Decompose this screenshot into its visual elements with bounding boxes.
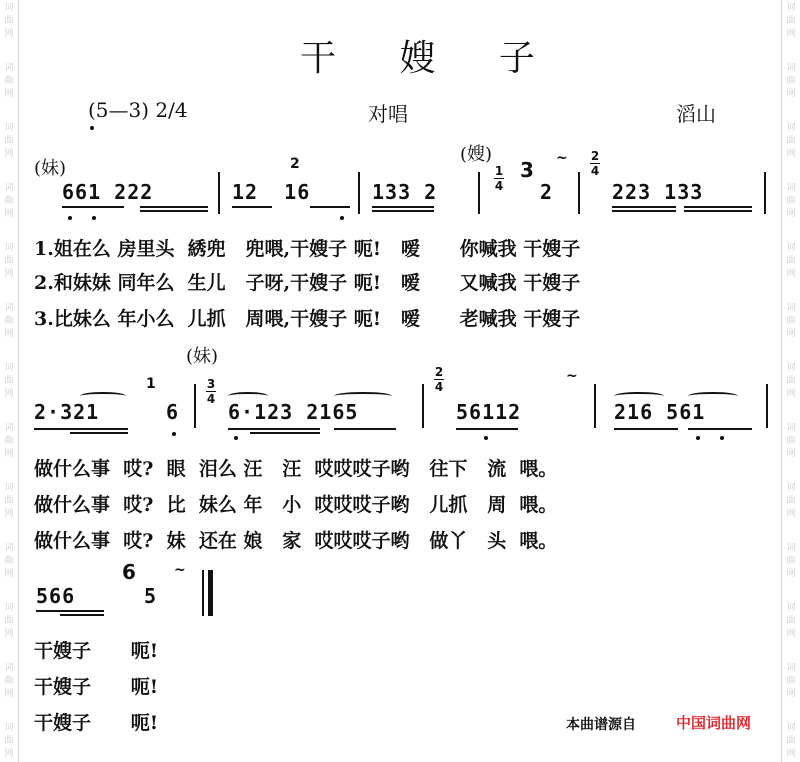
watermark-char: 曲: [4, 136, 14, 146]
beam: [36, 610, 104, 612]
grace-note: 2: [290, 156, 300, 172]
octave-dot: [234, 436, 238, 440]
watermark-char: 网: [4, 569, 14, 579]
watermark-char: 曲: [4, 616, 14, 626]
barline: [764, 172, 766, 214]
watermark-char: 网: [786, 329, 796, 339]
watermark-char: 网: [786, 29, 796, 39]
trill-mark: ~: [174, 562, 186, 578]
watermark-char: 网: [4, 389, 14, 399]
beam: [60, 614, 104, 616]
beam: [334, 428, 396, 430]
lyrics-verse-3: 做什么事 哎? 妹 还在 娘 家 哎哎哎子哟 做丫 头 喂。: [34, 530, 558, 552]
watermark-char: 词: [4, 243, 14, 253]
watermark-char: 曲: [4, 676, 14, 686]
watermark-char: 网: [4, 209, 14, 219]
watermark-char: 词: [4, 603, 14, 613]
watermark-char: 曲: [786, 676, 796, 686]
watermark-char: 词: [786, 723, 796, 733]
watermark-char: 网: [4, 89, 14, 99]
trill-mark: ~: [556, 150, 568, 166]
watermark-char: 网: [786, 389, 796, 399]
measure-2-notes: 12 16: [232, 180, 311, 204]
time-signature-2-4: 2 4: [590, 149, 600, 178]
beam: [688, 428, 752, 430]
song-title: 干 嫂 子: [300, 38, 561, 79]
watermark-char: 网: [4, 269, 14, 279]
slur: [334, 392, 392, 400]
beam: [140, 210, 208, 212]
watermark-char: 网: [4, 449, 14, 459]
beam: [614, 428, 678, 430]
watermark-char: 网: [786, 509, 796, 519]
watermark-char: 网: [786, 449, 796, 459]
watermark-char: 曲: [786, 376, 796, 386]
final-barline-thin: [202, 570, 204, 616]
part-label-sister-in-law: (嫂): [460, 144, 493, 165]
watermark-char: 曲: [4, 736, 14, 746]
octave-dot: [68, 216, 72, 220]
slur: [614, 392, 664, 400]
measure-1-notes: 661 222: [62, 180, 154, 204]
watermark-char: 曲: [4, 16, 14, 26]
watermark-char: 曲: [786, 436, 796, 446]
watermark-char: 曲: [786, 736, 796, 746]
watermark-char: 网: [4, 629, 14, 639]
part-label-sister: (妹): [186, 346, 219, 367]
watermark-char: 曲: [4, 436, 14, 446]
final-barline-thick: [208, 570, 213, 616]
barline: [194, 384, 196, 428]
measure-5-notes: 223 133: [612, 180, 704, 204]
beam: [372, 210, 434, 212]
watermark-char: 词: [4, 663, 14, 673]
watermark-char: 曲: [786, 196, 796, 206]
watermark-char: 词: [4, 3, 14, 13]
watermark-char: 网: [4, 689, 14, 699]
beam: [250, 432, 320, 434]
octave-dot: [484, 436, 488, 440]
barline: [358, 172, 360, 214]
beam: [228, 428, 320, 430]
beam: [456, 428, 518, 430]
watermark-char: 词: [786, 363, 796, 373]
watermark-char: 词: [786, 663, 796, 673]
time-signature-2-4: 2 4: [434, 365, 444, 394]
watermark-char: 词: [4, 63, 14, 73]
watermark-char: 词: [4, 723, 14, 733]
watermark-char: 曲: [786, 256, 796, 266]
measure-9-notes: 216 561: [614, 400, 706, 424]
watermark-char: 词: [786, 303, 796, 313]
octave-dot: [172, 432, 176, 436]
watermark-char: 网: [786, 89, 796, 99]
song-region: 滔山: [676, 102, 716, 126]
watermark-char: 曲: [786, 556, 796, 566]
watermark-char: 词: [786, 123, 796, 133]
slur: [688, 392, 738, 400]
grace-note: 3: [520, 158, 534, 182]
beam: [232, 206, 272, 208]
watermark-char: 词: [786, 543, 796, 553]
watermark-char: 曲: [4, 76, 14, 86]
trill-mark: ~: [566, 368, 578, 384]
measure-10-notes: 566: [36, 584, 76, 608]
watermark-char: 曲: [786, 496, 796, 506]
watermark-char: 网: [786, 569, 796, 579]
watermark-char: 曲: [786, 316, 796, 326]
lyrics-verse-1: 做什么事 哎? 眼 泪么 汪 汪 哎哎哎子哟 往下 流 喂。: [34, 458, 558, 480]
watermark-char: 词: [786, 63, 796, 73]
beam: [612, 206, 676, 208]
watermark-char: 曲: [4, 496, 14, 506]
watermark-char: 网: [4, 509, 14, 519]
beam: [70, 432, 128, 434]
beam: [612, 210, 676, 212]
watermark-char: 词: [4, 483, 14, 493]
octave-dot: [720, 436, 724, 440]
part-label-sister: (妹): [34, 158, 67, 179]
watermark-char: 曲: [4, 556, 14, 566]
measure-7-notes: 6·123 2165: [228, 400, 359, 424]
watermark-char: 网: [4, 149, 14, 159]
barline: [766, 384, 768, 428]
watermark-char: 词: [786, 243, 796, 253]
lyrics-verse-2: 做什么事 哎? 比 妹么 年 小 哎哎哎子哟 儿抓 周 喂。: [34, 494, 558, 516]
watermark-char: 词: [4, 423, 14, 433]
beam: [684, 206, 752, 208]
grace-note: 6: [122, 560, 136, 584]
lyrics-verse-3: 干嫂子 呃!: [34, 712, 159, 734]
lyrics-verse-1: 干嫂子 呃!: [34, 640, 159, 662]
slur: [80, 392, 126, 400]
measure-8-notes: 56112: [456, 400, 522, 424]
lyrics-verse-2: 干嫂子 呃!: [34, 676, 159, 698]
octave-dot: [90, 126, 94, 130]
measure-3-notes: 133 2: [372, 180, 438, 204]
measure-6-end-note: 6: [166, 400, 180, 424]
beam: [684, 210, 752, 212]
beam: [62, 206, 124, 208]
watermark-char: 曲: [4, 196, 14, 206]
barline: [478, 172, 480, 214]
watermark-char: 网: [786, 749, 796, 759]
source-label: 本曲谱源自: [566, 717, 636, 733]
watermark-char: 词: [4, 363, 14, 373]
watermark-char: 网: [786, 689, 796, 699]
watermark-char: 词: [786, 483, 796, 493]
octave-dot: [340, 216, 344, 220]
measure-4-notes: 2: [540, 180, 554, 204]
key-signature: (5—3) 2/4: [88, 98, 188, 122]
watermark-char: 曲: [786, 136, 796, 146]
beam: [140, 206, 208, 208]
watermark-char: 词: [4, 183, 14, 193]
watermark-char: 词: [786, 183, 796, 193]
time-signature-1-4: 1 4: [494, 164, 504, 193]
barline: [422, 384, 424, 428]
watermark-char: 网: [786, 269, 796, 279]
lyrics-verse-1: 1.姐在么 房里头 綉兜 兜喂,干嫂子 呃! 嗳 你喊我 干嫂子: [34, 238, 581, 260]
beam: [372, 206, 434, 208]
barline: [218, 172, 220, 214]
octave-dot: [696, 436, 700, 440]
performance-style: 对唱: [368, 102, 408, 126]
watermark-char: 词: [4, 123, 14, 133]
watermark-char: 网: [786, 209, 796, 219]
beam: [34, 428, 128, 430]
watermark-char: 曲: [786, 16, 796, 26]
watermark-char: 网: [786, 629, 796, 639]
octave-dot: [92, 216, 96, 220]
watermark-char: 词: [4, 303, 14, 313]
watermark-char: 词: [786, 603, 796, 613]
beam: [310, 206, 350, 208]
watermark-char: 曲: [4, 316, 14, 326]
watermark-char: 网: [4, 749, 14, 759]
site-name: 中国词曲网: [676, 714, 752, 732]
measure-6-notes: 2·321: [34, 400, 100, 424]
lyrics-verse-2: 2.和妹妹 同年么 生儿 子呀,干嫂子 呃! 嗳 又喊我 干嫂子: [34, 272, 581, 294]
watermark-char: 曲: [4, 256, 14, 266]
watermark-char: 网: [4, 29, 14, 39]
slur: [228, 392, 268, 400]
barline: [594, 384, 596, 428]
measure-10-end-note: 5: [144, 584, 158, 608]
watermark-char: 词: [786, 423, 796, 433]
watermark-char: 曲: [4, 376, 14, 386]
watermark-char: 曲: [786, 76, 796, 86]
watermark-char: 词: [4, 543, 14, 553]
time-signature-3-4: 3 4: [206, 377, 216, 406]
grace-note: 1: [146, 376, 156, 392]
barline: [578, 172, 580, 214]
lyrics-verse-3: 3.比妹么 年小么 儿抓 周喂,干嫂子 呃! 嗳 老喊我 干嫂子: [34, 308, 581, 330]
watermark-char: 网: [4, 329, 14, 339]
watermark-char: 曲: [786, 616, 796, 626]
watermark-char: 词: [786, 3, 796, 13]
watermark-char: 网: [786, 149, 796, 159]
